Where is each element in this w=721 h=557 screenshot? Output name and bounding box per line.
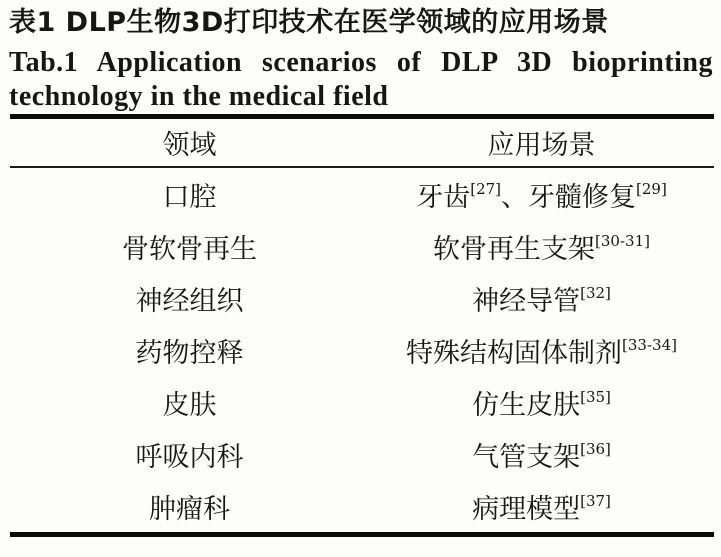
scenario-text: 特殊结构固体制剂 bbox=[406, 337, 623, 369]
scenario-text: 气管支架 bbox=[472, 441, 581, 473]
field-cell: 口腔 bbox=[162, 181, 217, 213]
reference-superscript: [35] bbox=[580, 387, 611, 406]
scenario-cell bbox=[369, 428, 714, 480]
table-row bbox=[10, 480, 714, 535]
field-cell: 肿瘤科 bbox=[149, 493, 231, 525]
reference-superscript: [30-31] bbox=[595, 231, 650, 250]
table-row bbox=[10, 167, 714, 220]
scenario-cell bbox=[369, 324, 714, 376]
scenario-text: 牙齿 bbox=[416, 181, 471, 213]
table-caption-zh: 表1 DLP生物3D打印技术在医学领域的应用场景 bbox=[9, 7, 609, 38]
scenario-cell bbox=[369, 167, 714, 220]
table-row bbox=[10, 324, 714, 376]
reference-superscript: [37] bbox=[580, 491, 611, 510]
reference-superscript: [36] bbox=[580, 439, 611, 458]
table-header-scenario: 应用场景 bbox=[369, 117, 714, 168]
reference-superscript: [27] bbox=[470, 179, 502, 198]
table-row bbox=[10, 272, 714, 324]
field-cell: 呼吸内科 bbox=[135, 441, 244, 473]
application-scenarios-table bbox=[10, 114, 714, 537]
table-caption-en-line1: Tab.1 Application scenarios of DLP 3D bioprinting bbox=[9, 47, 713, 78]
table-row bbox=[10, 376, 714, 428]
field-cell: 药物控释 bbox=[135, 337, 244, 369]
scenario-text: 、牙髓修复 bbox=[501, 181, 637, 213]
scenario-text: 软骨再生支架 bbox=[433, 233, 596, 265]
scenario-cell bbox=[369, 220, 714, 272]
table-header-row bbox=[10, 117, 714, 168]
field-cell: 神经组织 bbox=[135, 285, 244, 317]
scenario-text: 神经导管 bbox=[472, 285, 581, 317]
scenario-cell bbox=[369, 376, 714, 428]
scenario-cell bbox=[369, 480, 714, 535]
table-header-field: 领域 bbox=[10, 117, 369, 168]
reference-superscript: [32] bbox=[580, 283, 611, 302]
reference-superscript: [29] bbox=[636, 179, 667, 198]
scenario-text: 病理模型 bbox=[472, 493, 581, 525]
scenario-cell bbox=[369, 272, 714, 324]
table-caption-en-line2: technology in the medical field bbox=[9, 81, 389, 112]
table-row bbox=[10, 428, 714, 480]
field-cell: 骨软骨再生 bbox=[122, 233, 258, 265]
table-body bbox=[10, 167, 714, 535]
scenario-text: 仿生皮肤 bbox=[472, 389, 581, 421]
reference-superscript: [33-34] bbox=[622, 335, 677, 354]
table-row bbox=[10, 220, 714, 272]
field-cell: 皮肤 bbox=[162, 389, 217, 421]
